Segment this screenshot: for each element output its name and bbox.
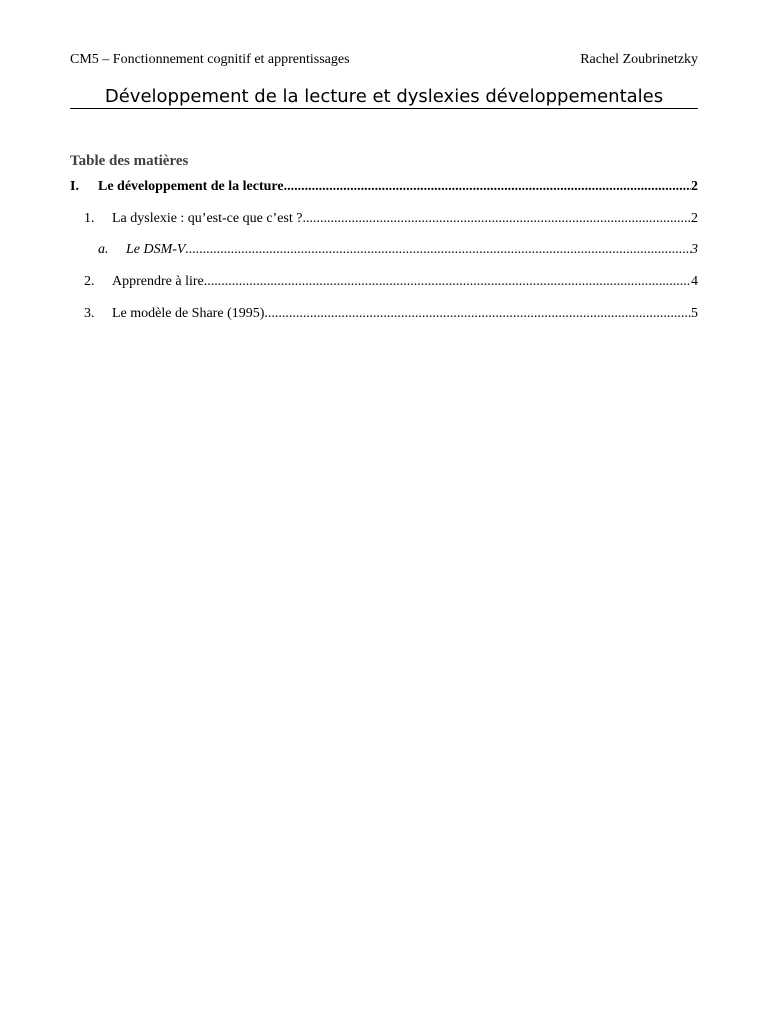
- toc-entry-number: 3.: [84, 306, 95, 321]
- toc-entry-page: 5: [691, 306, 698, 321]
- toc-entry-label: Le modèle de Share (1995): [112, 306, 265, 321]
- toc-entry-level-2[interactable]: [84, 273, 698, 291]
- title-underline: [70, 108, 698, 109]
- toc-dot-leader: [284, 178, 691, 196]
- toc-dot-leader: [264, 305, 691, 323]
- toc-entry-number: a.: [98, 242, 109, 257]
- header-author: Rachel Zoubrinetzky: [580, 52, 698, 67]
- toc-entry-number: I.: [70, 179, 79, 194]
- header-course: CM5 – Fonctionnement cognitif et apprentissages: [70, 52, 350, 67]
- toc-entry-level-2[interactable]: [84, 210, 698, 228]
- toc-dot-leader: [186, 241, 692, 259]
- toc-entry-level-2[interactable]: [84, 305, 698, 323]
- toc-dot-leader: [302, 210, 691, 228]
- toc-entry-page: 2: [691, 179, 698, 194]
- toc-entry-number: 2.: [84, 274, 95, 289]
- toc-entry-label: Le développement de la lecture: [98, 179, 284, 194]
- toc-entry-number: 1.: [84, 211, 95, 226]
- toc-entry-label: Le DSM-V: [126, 242, 186, 257]
- toc-entry-level-1[interactable]: [70, 178, 698, 196]
- toc-dot-leader: [204, 273, 691, 291]
- toc-entry-label: Apprendre à lire: [112, 274, 204, 289]
- toc-entry-page: 2: [691, 211, 698, 226]
- toc-entry-page: 3: [691, 242, 698, 257]
- toc-heading: Table des matières: [70, 153, 189, 169]
- page-header: [70, 51, 698, 69]
- toc-entry-level-3[interactable]: [98, 241, 698, 259]
- document-title: Développement de la lecture et dyslexies développementales: [104, 86, 664, 107]
- toc-entry-page: 4: [691, 274, 698, 289]
- toc-entry-label: La dyslexie : qu’est-ce que c’est ?: [112, 211, 303, 226]
